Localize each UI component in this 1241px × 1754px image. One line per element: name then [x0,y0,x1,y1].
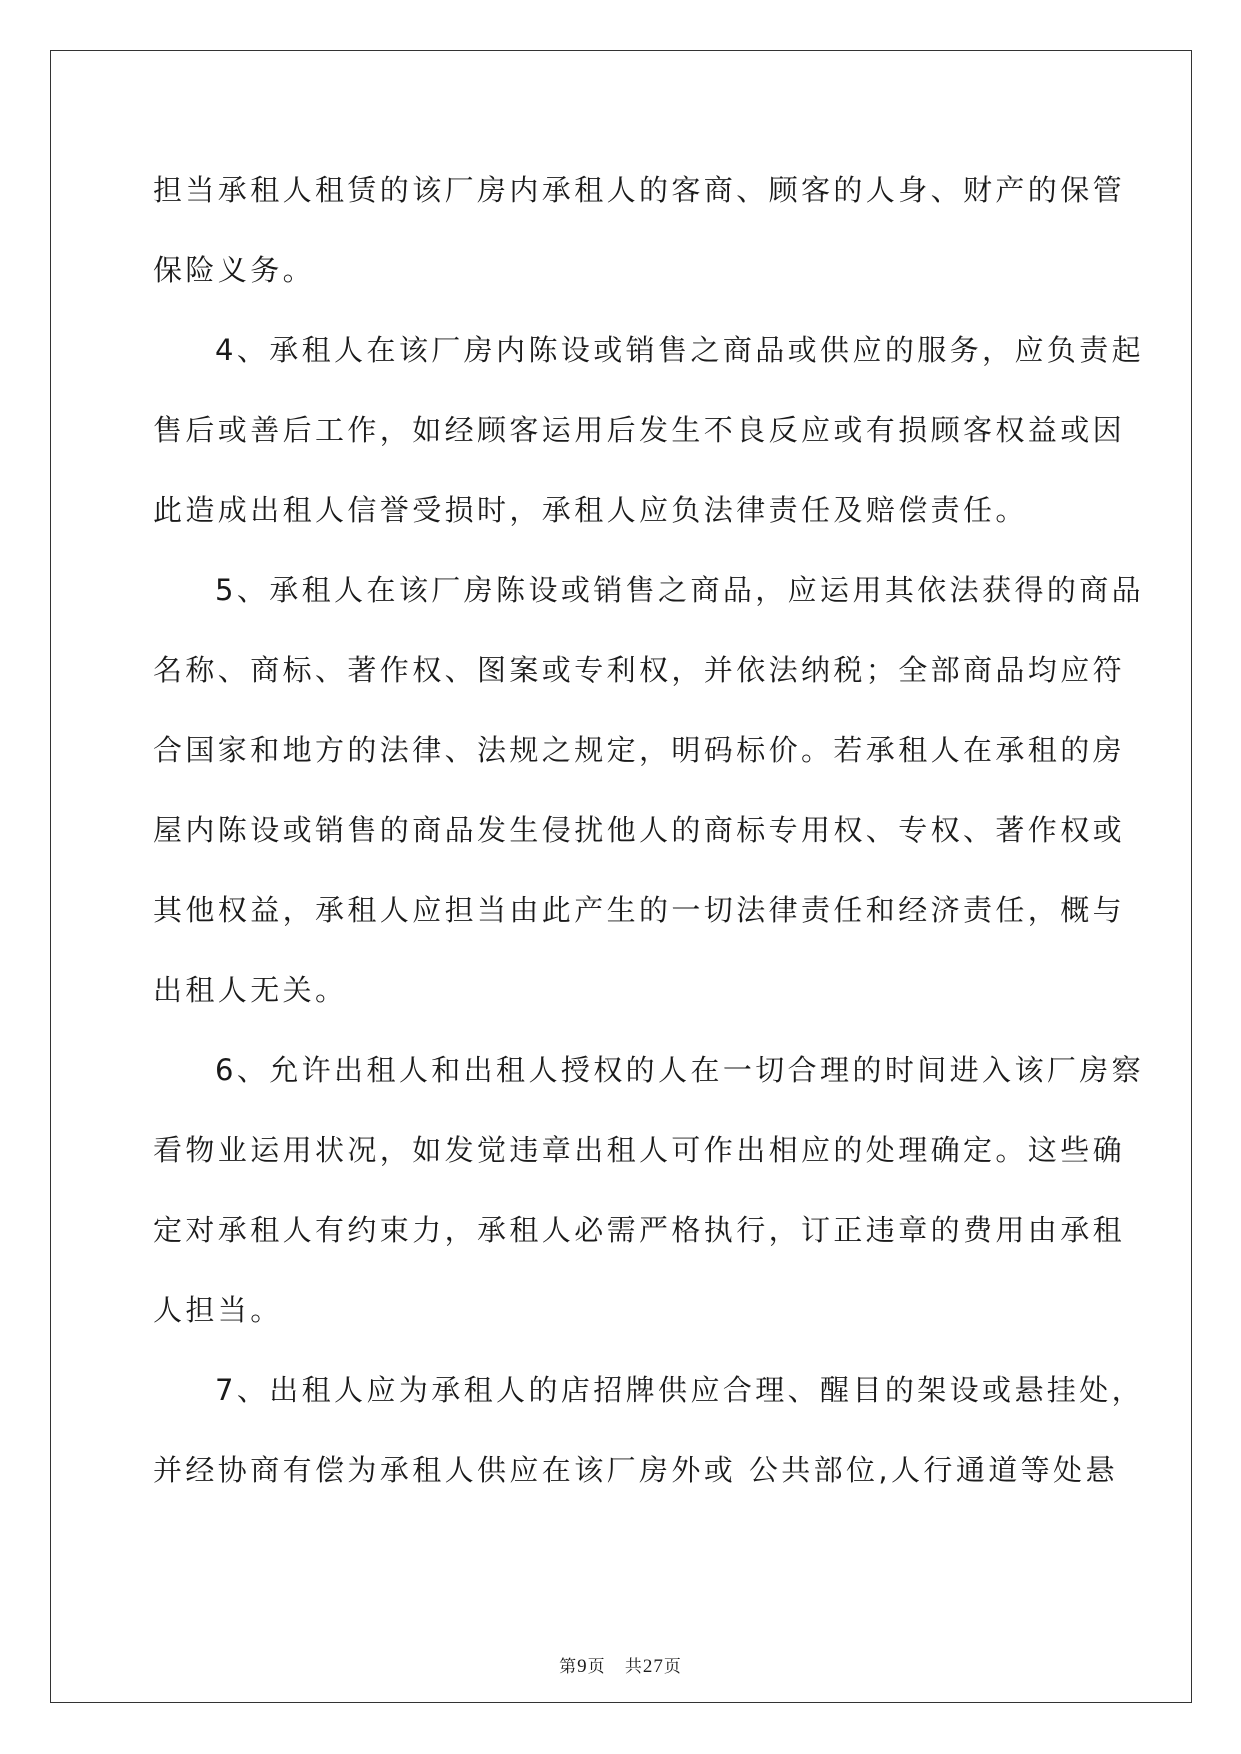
text-line: 看物业运用状况，如发觉违章出租人可作出相应的处理确定。这些确 [153,1133,1126,1167]
text-line: 出租人无关。 [153,973,348,1007]
text-line: 屋内陈设或销售的商品发生侵扰他人的商标专用权、专权、著作权或 [153,813,1126,847]
page-number: 9 [577,1656,588,1677]
total-pages: 27 [642,1656,664,1677]
total-label-suffix: 页 [663,1657,682,1677]
text-line: 人担当。 [153,1293,283,1327]
paragraph-start-line: 5、承租人在该厂房陈设或销售之商品，应运用其依法获得的商品 [215,573,1145,607]
paragraph-start-line: 6、允许出租人和出租人授权的人在一切合理的时间进入该厂房察 [215,1053,1145,1087]
text-line: 保险义务。 [153,253,316,287]
text-line: 担当承租人租赁的该厂房内承租人的客商、顾客的人身、财产的保管 [153,173,1126,207]
text-line: 售后或善后工作，如经顾客运用后发生不良反应或有损顾客权益或因 [153,413,1126,447]
text-line: 合国家和地方的法律、法规之规定，明码标价。若承租人在承租的房 [153,733,1126,767]
text-line: 其他权益，承租人应担当由此产生的一切法律责任和经济责任，概与 [153,893,1126,927]
text-line: 定对承租人有约束力，承租人必需严格执行，订正违章的费用由承租 [153,1213,1126,1247]
page-label-suffix: 页 [587,1657,606,1677]
page-label-prefix: 第 [559,1657,578,1677]
total-label-prefix: 共 [624,1657,643,1677]
paragraph-start-line: 7、出租人应为承租人的店招牌供应合理、醒目的架设或悬挂处， [215,1373,1145,1407]
document-body [153,160,1145,1520]
text-line: 名称、商标、著作权、图案或专利权，并依法纳税；全部商品均应符 [153,653,1126,687]
page-footer [0,1652,1241,1678]
text-line: 此造成出租人信誉受损时，承租人应负法律责任及赔偿责任。 [153,493,1028,527]
text-line: 并经协商有偿为承租人供应在该厂房外或 公共部位,人行通道等处悬 [153,1453,1118,1487]
paragraph-start-line: 4、承租人在该厂房内陈设或销售之商品或供应的服务，应负责起 [215,333,1145,367]
